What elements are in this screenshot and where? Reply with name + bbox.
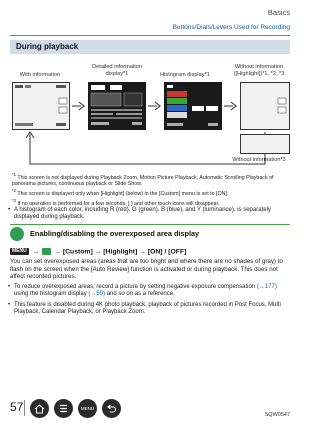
screen-without-info-highlight bbox=[240, 82, 290, 130]
back-icon[interactable] bbox=[102, 399, 121, 418]
custom-icon bbox=[42, 248, 51, 255]
page-number: 57 bbox=[10, 400, 24, 414]
footnote-3: $^{*3}$ If no operation is performed for a few seconds, [ ] and other touch icons will disappear. bbox=[12, 197, 220, 207]
header-rule bbox=[10, 35, 290, 36]
label-with-information: With information bbox=[19, 72, 61, 78]
arrow-icon bbox=[148, 101, 162, 111]
label-without-info-highlight: Without information ([Highlight])*1, *2, *3 bbox=[233, 64, 285, 77]
document-code: SQW0547 bbox=[264, 412, 290, 418]
link-exposure-compensation[interactable]: (→177) bbox=[256, 284, 277, 290]
header-title: Basics bbox=[267, 8, 290, 17]
arrow-icon bbox=[72, 101, 86, 111]
footnote-2: $^{*2}$ This screen is displayed only when [Highlight] (below) in the [Custom] menu is set to [ON]. bbox=[12, 188, 229, 197]
arrow-icon bbox=[224, 101, 238, 111]
footnotes bbox=[12, 172, 290, 207]
histogram-note: • A histogram of each color, including R (red), G (green), B (blue), and Y (luminance), is separately displayed during playback. bbox=[8, 207, 271, 221]
screen-without-information bbox=[240, 134, 290, 154]
label-histogram: Histogram display*1 bbox=[160, 72, 210, 78]
page-divider bbox=[24, 400, 25, 416]
contents-icon[interactable] bbox=[54, 399, 73, 418]
link-histogram-display[interactable]: (→55) bbox=[88, 291, 106, 298]
label-detailed-information: Detailed information display*1 bbox=[92, 64, 142, 77]
section-heading: During playback bbox=[10, 40, 290, 54]
feature-divider bbox=[10, 224, 290, 225]
bullet-disabled: • This feature is disabled during 4K photo playback, playback of pictures recorded in Post Focus, Multi Playback, Calendar Playback, or Playback Zoom. bbox=[8, 302, 281, 316]
menu-path: MENU → → [Custom] → [Highlight] → [ON] / [OFF] bbox=[12, 248, 187, 256]
body-paragraph: You can set overexposed areas (areas that are too bright and where there are no shades of gray) to flash on the screen when the [Auto Review] function is activated or during playback. This does not affect recorded pictures. bbox=[10, 258, 283, 281]
menu-button[interactable]: MENU bbox=[78, 399, 97, 418]
menu-chip-icon: MENU bbox=[12, 248, 27, 254]
home-icon[interactable] bbox=[30, 399, 49, 418]
bullet-exposure: • To reduce overexposed areas, record a picture by setting negative exposure compensation (→177) using the histogram display (→55) and so on as a reference. bbox=[8, 284, 277, 298]
label-without-information: Without information*3 bbox=[232, 157, 286, 163]
header-subtitle[interactable]: Buttons/Dials/Levers Used for Recording bbox=[172, 24, 290, 31]
screen-with-information bbox=[12, 82, 70, 130]
footnote-1: $^{*1}$ This screen is not displayed during Playback Zoom, Motion Picture Playback, Automatic Scrolling Playback of panorama pictures, continuous playback or Slide Show. bbox=[12, 172, 274, 188]
feature-title: Enabling/disabling the overexposed area display bbox=[30, 229, 200, 238]
screen-detailed-information bbox=[88, 82, 146, 130]
screen-histogram bbox=[164, 82, 222, 130]
feature-heading bbox=[10, 227, 290, 241]
custom-menu-icon bbox=[10, 227, 24, 241]
